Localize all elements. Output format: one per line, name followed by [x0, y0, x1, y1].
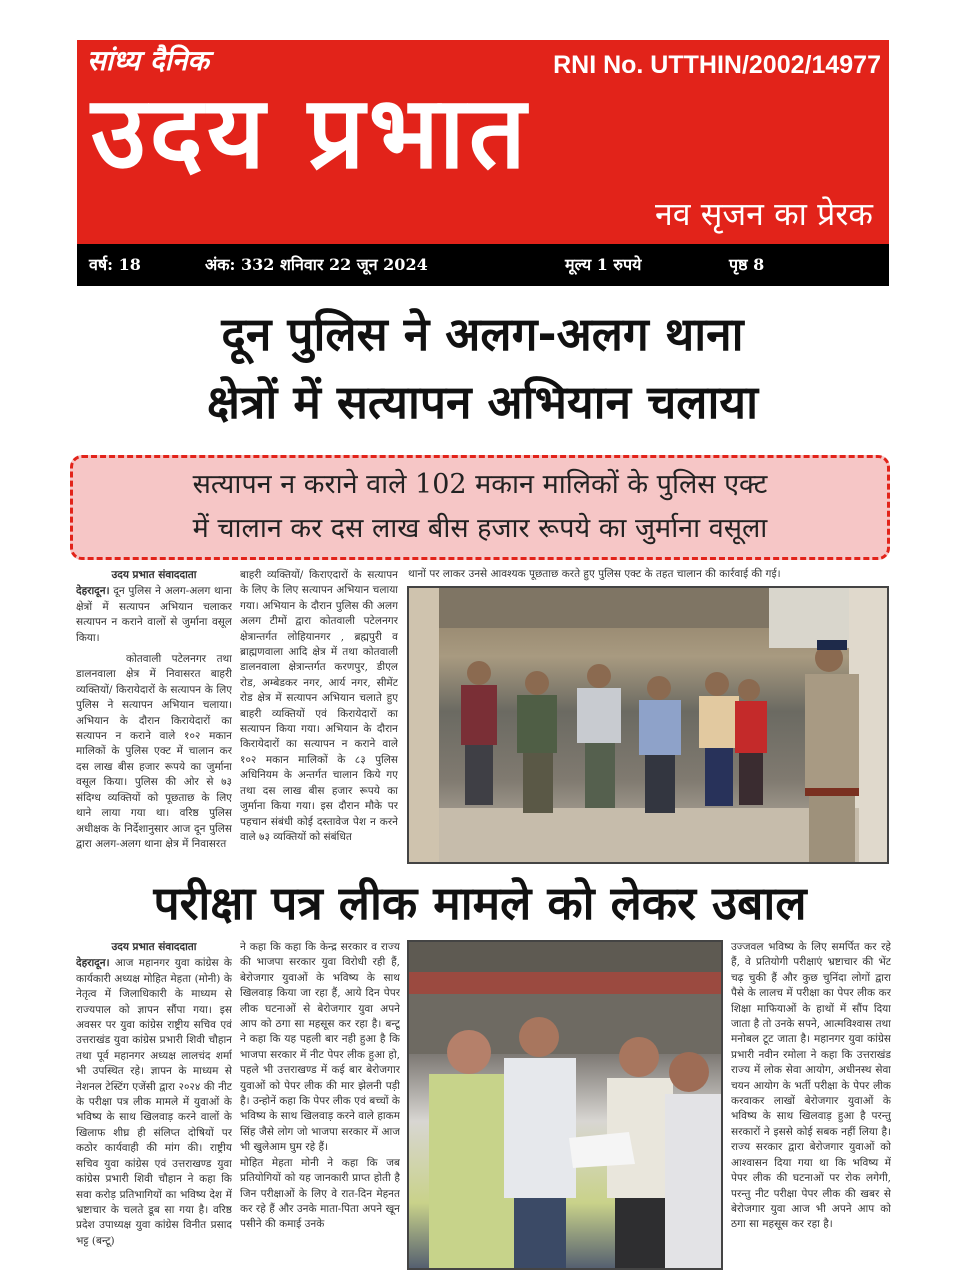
story1-headline-line2: क्षेत्रों में सत्यापन अभियान चलाया: [207, 375, 758, 429]
rni-number: RNI No. UTTHIN/2002/14977: [553, 51, 881, 79]
story2-city: देहरादून।: [76, 957, 110, 970]
dateline-bar: [77, 244, 889, 286]
page-number: पृष्ठ 8: [729, 255, 765, 274]
story2-column2: [240, 940, 400, 1276]
price: मूल्य 1 रुपये: [565, 255, 642, 274]
story1-headline-line1: दून पुलिस ने अलग-अलग थाना: [221, 307, 744, 361]
story1-col2-text: बाहरी व्यक्तियों/ किराएदारों के सत्यापन के लिए के लिए सत्यापन अभियान चलाया गया। अभियान के दौरान पुलिस की अलग अलग टीमों द्वारा कोतवाली पटेलनगर क्षेत्रान्तर्गत लोहियानगर , ब्रह्मपुरी व ब्राह्मणवाला आदि क्षेत्र में तथा कोतवाली डालनवाला क्षेत्रान्तर्गत करणपुर, डीएल रोड, अम्बेडकर नगर, आर्य नगर, सीमेंट रोड क्षेत्र में सत्यापन अभियान चलाते हुए बाहरी व्यक्तियों एवं किरायेदारों का सत्यापन किया गया। अभियान के दौरान किरायेदारों का सत्यापन न कराने वाले १०२ मकान मालिकों के ८३ पुलिस अधिनियम के अन्तर्गत चालान किये गए तथा दस लाख बीस हजार रूपये का जुर्माना किया गया। इस दौरान मौके पर पहचान संबंधी कोई दस्तावेज पेश न करने वाले ७३ व्यक्तियों को संबंधित: [240, 569, 398, 843]
story1-headline: [70, 300, 895, 436]
story1-subhead-line1: सत्यापन न कराने वाले 102 मकान मालिकों के पुलिस एक्ट: [192, 469, 768, 500]
story1-col1-para2: कोतवाली पटेलनगर तथा डालनवाला क्षेत्र में निवासरत बाहरी व्यक्तियों/ किरायेदारों के सत्यापन के लिए पुलिस ने सत्यापन अभियान चलाया। अभियान के दौरान किरायेदारों का सत्यापन न कराने वाले १०२ मकान मालिकों के पुलिस एक्ट में चालान कर दस लाख बीस हजार रूपये का जुर्माना वसूल किया। पुलिस की ओर से ७३ संदिग्ध व्यक्तियों को पूछताछ के लिए थाने लाया गया था। वरिष्ठ पुलिस अधीक्षक के निर्देशानुसार आज दून पुलिस द्वारा अलग-अलग थाना क्षेत्र में निवासरत: [76, 653, 232, 850]
story1-byline: उदय प्रभात संवाददाता: [111, 569, 197, 581]
story2-col3-text: उज्जवल भविष्य के लिए समर्पित कर रहे हैं, वे प्रतियोगी परीक्षाएं भ्रष्टाचार की भेंट चढ़ चुकी हैं और कुछ चुनिंदा लोगों द्वारा पैसे के लालच में परीक्षा का पेपर लीक कर शिक्षा माफियाओं के हाथों में सौंप दिया जाता है तो उनके सपने, आत्मविश्वास तथा मनोबल टूट जाता है। महानगर युवा कांग्रेस प्रभारी नवीन रमोला ने कहा कि उत्तराखंड राज्य में लोक सेवा आयोग, अधीनस्थ सेवा चयन आयोग के भर्ती परीक्षा के पेपर लीक करवाकर लाखों बेरोजगार युवाओं के भविष्य के साथ खिलवाड़ हुआ है परन्तु सरकारों ने इससे कोई सबक नहीं लिया है। राज्य सरकार द्वारा बेरोजगार युवाओं को आश्वासन दिया गया था कि भविष्य में पेपर लीक की घटनाओं पर रोक लगेगी, परन्तु नीट परीक्षा पेपर लीक की खबर से बेरोजगार युवा आज भी अपने आप को ठगा सा महसूस कर रहा है।: [731, 941, 891, 1231]
story2-col1-text: आज महानगर युवा कांग्रेस के कार्यकारी अध्यक्ष मोहित मेहता (मोनी) के नेतृत्व में जिलाधिकारी के माध्यम से राज्यपाल को ज्ञापन सौंपा गया। इस अवसर पर युवा कांग्रेस राष्ट्रीय सचिव एवं उत्तराखंड युवा कांग्रेस प्रभारी शिवी चौहान तथा पूर्व महानगर अध्यक्ष लालचंद शर्मा भी उपस्थित रहे। ज्ञापन के माध्यम से नेशनल टेस्टिंग एजेंसी द्वारा २०२४ की नीट के परीक्षा पत्र लीक मामले में युवाओं के भविष्य के साथ खिलवाड़ करने वालों के खिलाफ शीघ्र ही संलिप्त दोषियों पर कठोर कार्यवाही की मांग की। राष्ट्रीय सचिव युवा कांग्रेस एवं उत्तराखण्ड युवा कांग्रेस प्रभारी शिवी चौहान ने कहा कि सवा करोड़ प्रतिभागियों का भविष्य देश में भ्रष्टाचार के चलते डूब सा गया है। वरिष्ठ प्रदेश उपाध्यक्ष युवा कांग्रेस विनीत प्रसाद भट्ट (बन्टू): [76, 957, 232, 1247]
photo-congress-leaders-handing-memorandum: [409, 942, 721, 1268]
story2-col2-text: ने कहा कि कहा कि केन्द्र सरकार व राज्य की भाजपा सरकार युवा विरोधी रही हैं, बेरोजगार युवाओं के भविष्य के साथ खिलवाड़ किया जा रहा हैं, आये दिन पेपर लीक घटनाओं से बेरोजगार युवा अपने आप को ठगा सा महसूस कर रहा है। बन्टू ने कहा कि यह पहली बार नही हुआ है कि भाजपा सरकार में नीट पेपर लीक हुआ हो, पहले भी उत्तराखण्ड में कई बार बेरोजगार युवाओं को पेपर लीक की मार झेलनी पड़ी है। उन्होनें कहा कि पेपर लीक एवं बच्चों के भविष्य के साथ खिलवाड़ करने वाले हाकम सिंह जैसे लोग जो भाजपा सरकार में आज भी खुलेआम घुम रहे हैं।: [240, 941, 400, 1154]
story1-subhead-line2: में चालान कर दस लाख बीस हजार रूपये का जुर्माना वसूला: [192, 513, 768, 544]
story1-subheadline-box: [70, 455, 890, 560]
masthead-kicker: सांध्य दैनिक: [87, 44, 209, 77]
newspaper-tagline: नव सृजन का प्रेरक: [655, 195, 873, 233]
story1-city: देहरादून।: [76, 585, 110, 598]
masthead: [77, 40, 889, 244]
story2-byline: उदय प्रभात संवाददाता: [111, 941, 197, 953]
volume-year: वर्ष: 18: [89, 255, 141, 274]
story1-col1-para1: दून पुलिस ने अलग-अलग थाना क्षेत्रों में सत्यापन अभियान चलाकर सत्यापन न कराने वालों से जुर्माना वसूल किया।: [76, 585, 232, 644]
newspaper-title: उदय प्रभात: [91, 74, 530, 191]
story2-col2-para2: मोहित मेहता मोनी ने कहा कि जब प्रतियोगियों को यह जानकारी प्राप्त होती है जिन परीक्षाओं के लिए वे रात-दिन मेहनत कर रहे हैं और उनके माता-पिता अपने खून पसीने की कमाई उनके: [240, 1156, 400, 1231]
story1-column1: [76, 568, 232, 864]
issue-date: अंक: 332 शनिवार 22 जून 2024: [205, 255, 428, 274]
story2-headline: परीक्षा पत्र लीक मामले को लेकर उबाल: [153, 876, 807, 930]
photo-group-of-men-with-police-officer: [409, 588, 887, 862]
story1-photo-verification-drive: [407, 586, 889, 864]
story2-column3: [731, 940, 891, 1276]
story2-photo-memorandum-submission: [407, 940, 723, 1270]
story1-column3-strip: थानों पर लाकर उनसे आवश्यक पूछताछ करते हुए पुलिस एक्ट के तहत चालान की कार्रवाई की गई।: [408, 568, 781, 580]
story2-column1: [76, 940, 232, 1276]
story1-column2: [240, 568, 398, 864]
